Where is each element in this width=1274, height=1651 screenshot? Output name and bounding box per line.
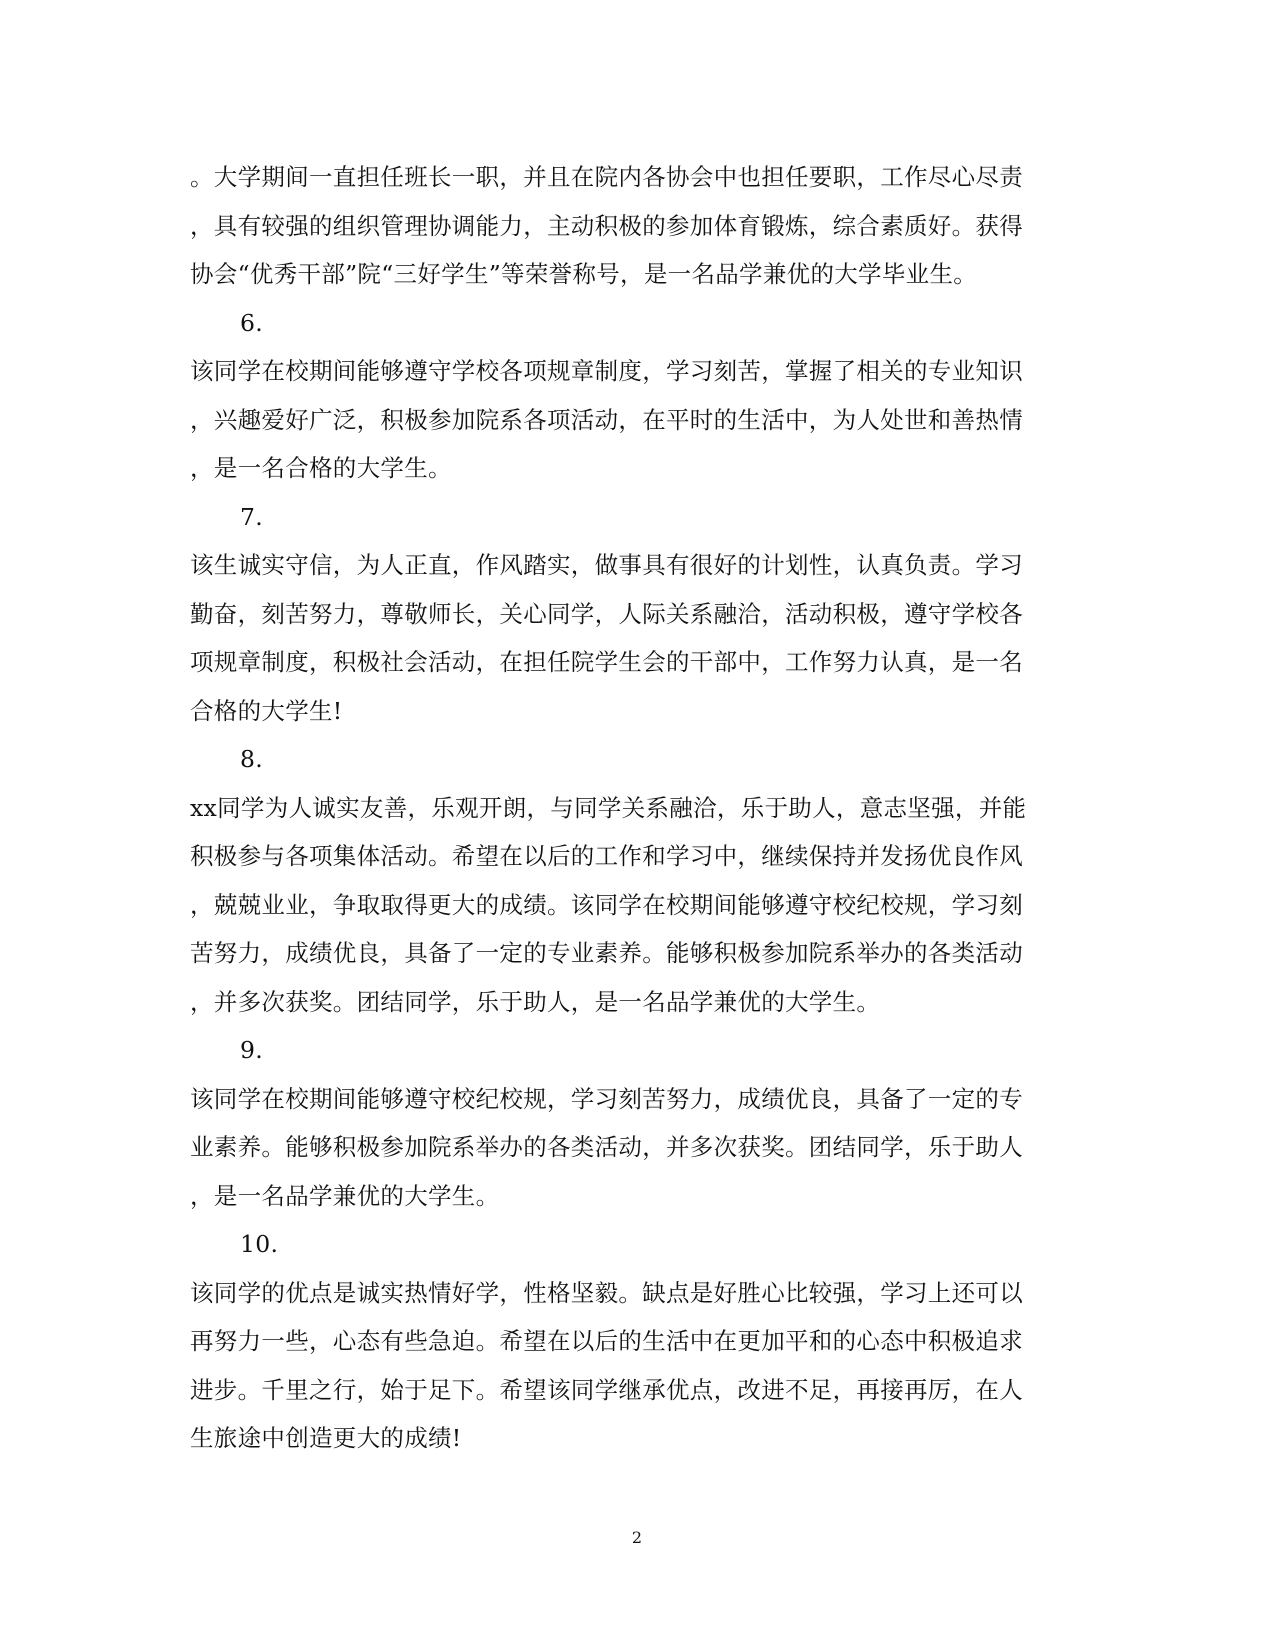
page-number: 2: [631, 1528, 643, 1547]
item-number: 9.: [240, 1036, 264, 1064]
text-line: 该同学在校期间能够遵守校纪校规，学习刻苦努力，成绩优良，具备了一定的专: [190, 1084, 1023, 1113]
text-line: 项规章制度，积极社会活动，在担任院学生会的干部中，工作努力认真，是一名: [190, 648, 1023, 676]
text-line: 合格的大学生!: [190, 696, 343, 725]
text-line: ，并多次获奖。团结同学，乐于助人，是一名品学兼优的大学生。: [190, 987, 881, 1016]
text-line: 该同学在校期间能够遵守学校各项规章制度，学习刻苦，掌握了相关的专业知识: [190, 357, 1023, 385]
text-line: 协会“优秀干部”院“三好学生”等荣誉称号，是一名品学兼优的大学毕业生。: [190, 260, 978, 288]
text-line: ，具有较强的组织管理协调能力，主动积极的参加体育锻炼，综合素质好。获得: [190, 211, 1023, 240]
text-line: ，是一名合格的大学生。: [190, 454, 452, 482]
document-body: [190, 153, 1070, 1463]
text-line: 该同学的优点是诚实热情好学，性格坚毅。缺点是好胜心比较强，学习上还可以: [190, 1278, 1023, 1307]
text-line: ，是一名品学兼优的大学生。: [190, 1181, 500, 1210]
text-line: 苦努力，成绩优良，具备了一定的专业素养。能够积极参加院系举办的各类活动: [190, 939, 1023, 967]
text-line: 。大学期间一直担任班长一职，并且在院内各协会中也担任要职，工作尽心尽责: [190, 163, 1023, 191]
item-number: 10.: [240, 1230, 279, 1258]
text-line: 积极参与各项集体活动。希望在以后的工作和学习中，继续保持并发扬优良作风: [190, 842, 1023, 870]
item-number: 6.: [240, 308, 264, 337]
text-line: 进步。千里之行，始于足下。希望该同学继承优点，改进不足，再接再厉，在人: [190, 1375, 1023, 1404]
text-line: 勤奋，刻苦努力，尊敬师长，关心同学，人际关系融洽，活动积极，遵守学校各: [190, 599, 1023, 628]
text-line: xx同学为人诚实友善，乐观开朗，与同学关系融洽，乐于助人，意志坚强，并能: [190, 793, 1027, 822]
text-line: ，兢兢业业，争取取得更大的成绩。该同学在校期间能够遵守校纪校规，学习刻: [190, 890, 1023, 919]
item-number: 8.: [240, 745, 264, 773]
text-line: 生旅途中创造更大的成绩!: [190, 1424, 462, 1452]
text-line: ，兴趣爱好广泛，积极参加院系各项活动，在平时的生活中，为人处世和善热情: [190, 405, 1023, 434]
text-line: 业素养。能够积极参加院系举办的各类活动，并多次获奖。团结同学，乐于助人: [190, 1133, 1023, 1161]
text-line: 再努力一些，心态有些急迫。希望在以后的生活中在更加平和的心态中积极追求: [190, 1327, 1023, 1355]
text-line: 该生诚实守信，为人正直，作风踏实，做事具有很好的计划性，认真负责。学习: [190, 551, 1023, 579]
item-number: 7.: [240, 502, 264, 531]
